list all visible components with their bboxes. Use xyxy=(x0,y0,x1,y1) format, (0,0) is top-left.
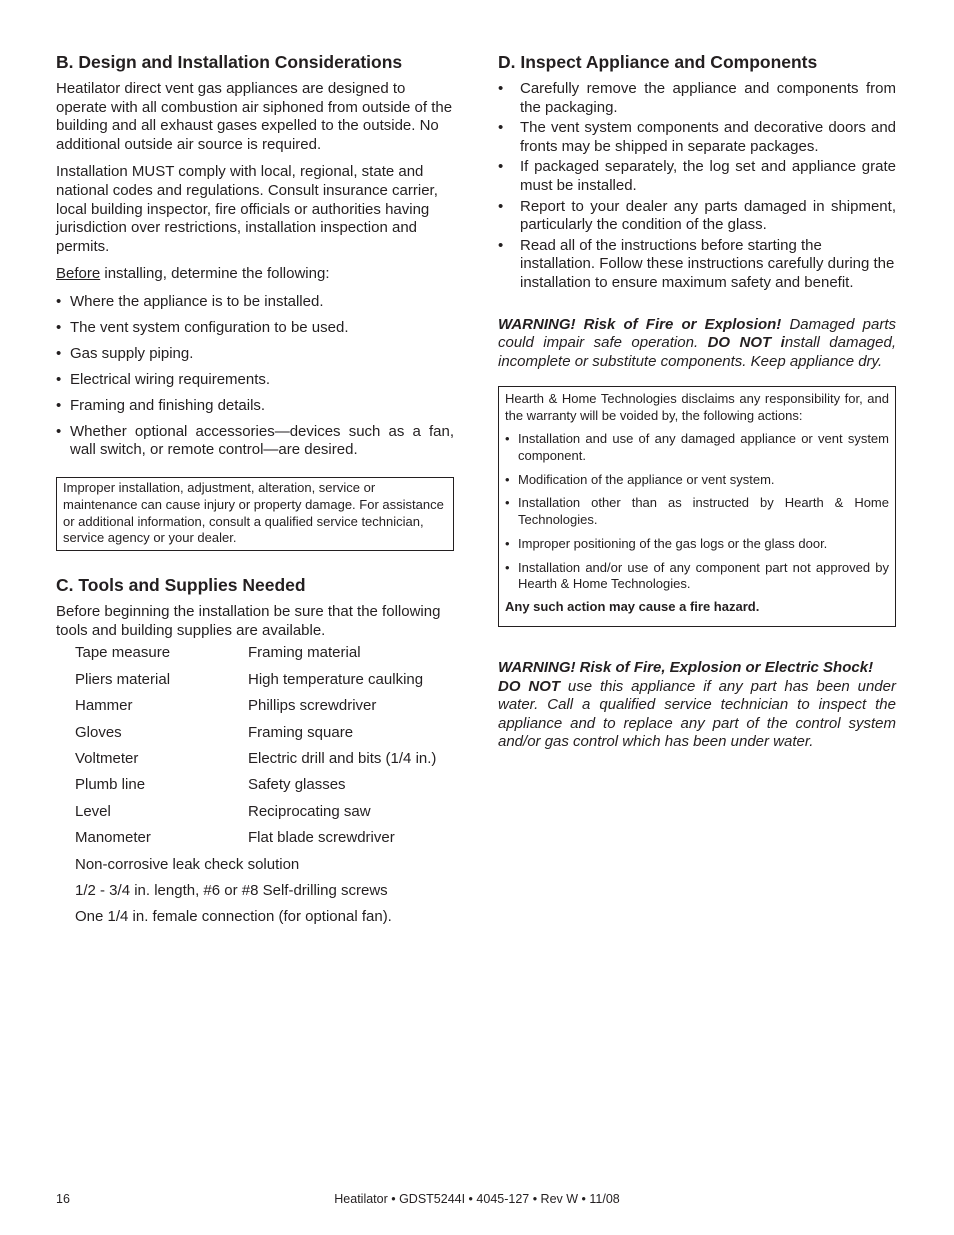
tools-full-row: Non-corrosive leak check solution xyxy=(75,855,300,873)
list-item: • Installation and use of any damaged appliance or vent system component. xyxy=(505,430,889,463)
section-c-intro: Before beginning the installation be sure that the following tools and building supplies are available. xyxy=(56,603,441,639)
warning-fire-explosion: WARNING! Risk of Fire or Explosion! Damaged parts could impair safe operation. DO NOT install damaged, incomplete or substitute components. Keep appliance dry. xyxy=(498,315,896,370)
section-b-para1: Heatilator direct vent gas appliances are designed to operate with all combustion air siphoned from outside of the building and all exhaust gases expelled to the outside. No additional outside air source is required. xyxy=(56,80,453,153)
tools-row: Gloves Framing square xyxy=(75,723,354,741)
list-item: • Carefully remove the appliance and components from the packaging. xyxy=(498,80,896,116)
section-d-bullets xyxy=(498,80,896,293)
tools-row: Plumb line Safety glasses xyxy=(75,776,346,794)
para3-rest: installing, determine the following: xyxy=(100,265,330,283)
section-b-para3 xyxy=(56,265,454,284)
tools-row: Voltmeter Electric drill and bits (1/4 in.) xyxy=(75,749,437,767)
list-item: • Improper positioning of the gas logs or the glass door. xyxy=(505,535,828,551)
list-item: • Read all of the instructions before starting the installation. Follow these instructions carefully during the installation to ensure maximum safety and benefit. xyxy=(498,236,895,291)
section-b-bullets xyxy=(56,293,454,460)
disclaimer-list xyxy=(505,431,889,593)
list-item: • Electrical wiring requirements. xyxy=(56,370,271,388)
disclaimer-footer: Any such action may cause a fire hazard. xyxy=(505,599,760,615)
tools-row: Manometer Flat blade screwdriver xyxy=(75,829,395,847)
list-item: • Framing and finishing details. xyxy=(56,396,266,414)
section-d-heading: D. Inspect Appliance and Components xyxy=(498,52,818,72)
tools-row: Hammer Phillips screwdriver xyxy=(75,697,377,715)
tools-row: Tape measure Framing material xyxy=(75,644,361,662)
list-item: • Whether optional accessories—devices such as a fan, wall switch, or remote control—are desired. xyxy=(56,422,454,459)
disclaimer-intro: Hearth & Home Technologies disclaims any responsibility for, and the warranty will be voided by, the following actions: xyxy=(505,391,889,424)
disclaimer-box xyxy=(498,386,896,627)
list-item: • If packaged separately, the log set and appliance grate must be installed. xyxy=(498,158,896,194)
doc-footer: Heatilator • GDST5244I • 4045-127 • Rev W • 11/08 xyxy=(334,1192,620,1206)
warning-electric-shock: WARNING! Risk of Fire, Explosion or Electric Shock! DO NOT use this appliance if any part has been under water. Call a qualified service technician to inspect the appliance and to replace any part of the control system and/or gas control which has been under water. xyxy=(498,659,896,751)
list-item: • Report to your dealer any parts damaged in shipment, particularly the condition of the glass. xyxy=(498,197,896,234)
list-item: • Installation and/or use of any component part not approved by Hearth & Home Technologies. xyxy=(505,559,889,592)
list-item: • The vent system configuration to be used. xyxy=(56,318,349,336)
list-item: • The vent system components and decorative doors and fronts may be shipped in separate packages. xyxy=(498,119,896,155)
before-underlined: Before xyxy=(56,265,101,283)
tools-full-row: One 1/4 in. female connection (for optional fan). xyxy=(75,908,392,926)
tools-full-row: 1/2 - 3/4 in. length, #6 or #8 Self-drilling screws xyxy=(75,881,388,899)
tools-row: Level Reciprocating saw xyxy=(75,802,371,820)
list-item: • Gas supply piping. xyxy=(56,344,194,362)
list-item: • Installation other than as instructed by Hearth & Home Technologies. xyxy=(505,495,889,528)
right-column xyxy=(498,50,896,752)
section-c-heading: C. Tools and Supplies Needed xyxy=(56,575,306,596)
tools-row: Pliers material High temperature caulking xyxy=(75,670,424,688)
section-b-para2: Installation MUST comply with local, regional, state and national codes and regulations. Consult insurance carrier, local building inspector, fire officials or authorities having jurisdiction over restrictions, installation inspection and permits. xyxy=(56,163,438,255)
left-column xyxy=(56,50,454,935)
page-number: 16 xyxy=(56,1192,70,1206)
list-item: • Modification of the appliance or vent system. xyxy=(505,471,775,487)
list-item: • Where the appliance is to be installed. xyxy=(56,292,324,310)
section-b-heading: B. Design and Installation Considerations xyxy=(56,52,403,72)
tools-list xyxy=(75,644,454,927)
notice-box: Improper installation, adjustment, alteration, service or maintenance can cause injury or property damage. For assistance or additional information, consult a qualified service technician, service agency or your dealer. xyxy=(56,477,454,551)
